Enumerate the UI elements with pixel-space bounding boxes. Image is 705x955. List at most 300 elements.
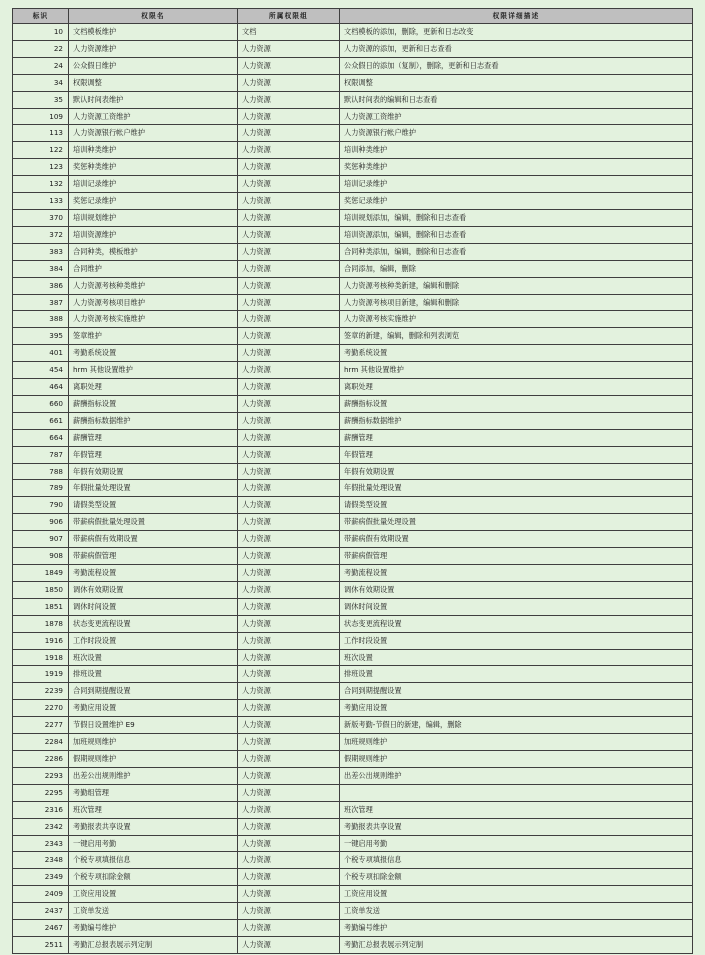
cell-permission-name [69, 649, 238, 666]
cell-permission-name [69, 886, 238, 903]
cell-text: 年假有效期设置 [73, 466, 124, 476]
cell-text: 2409 [44, 889, 63, 899]
cell-id [13, 649, 69, 666]
table-row [13, 193, 693, 210]
cell-text: 假期规则维护 [344, 753, 388, 763]
cell-permission-name [69, 176, 238, 193]
cell-text: 带薪病假管理 [73, 551, 117, 561]
cell-id [13, 632, 69, 649]
table-body [13, 24, 693, 954]
cell-text: 人力资源的添加，更新和日志查看 [344, 43, 452, 53]
cell-text: 1849 [44, 568, 63, 577]
cell-permission-name [69, 615, 238, 632]
cell-permission-description [340, 226, 693, 243]
table-row [13, 243, 693, 260]
cell-permission-group [238, 24, 340, 41]
cell-text: 人力资源 [242, 720, 271, 730]
cell-permission-name [69, 801, 238, 818]
cell-permission-group [238, 632, 340, 649]
cell-text: 34 [53, 77, 63, 87]
cell-permission-name [69, 277, 238, 294]
cell-text: 奖惩记录维护 [73, 196, 117, 206]
cell-text: 人力资源 [242, 179, 271, 189]
cell-id [13, 717, 69, 734]
cell-permission-description [340, 311, 693, 328]
cell-text: 奖惩种类维护 [344, 162, 388, 172]
cell-permission-name [69, 835, 238, 852]
cell-text: 人力资源 [242, 111, 271, 121]
cell-permission-name [69, 632, 238, 649]
cell-id [13, 886, 69, 903]
table-row [13, 209, 693, 226]
cell-text: 人力资源 [242, 314, 271, 324]
cell-permission-description [340, 649, 693, 666]
cell-permission-description [340, 209, 693, 226]
cell-text: 2284 [44, 737, 63, 747]
cell-text: 薪酬指标设置 [344, 398, 388, 408]
cell-text: 2277 [44, 720, 63, 730]
cell-text: 人力资源 [242, 449, 271, 459]
cell-permission-name [69, 750, 238, 767]
cell-permission-description [340, 294, 693, 311]
table-row [13, 920, 693, 937]
cell-permission-group [238, 362, 340, 379]
cell-text: 人力资源 [242, 500, 271, 510]
cell-id [13, 176, 69, 193]
cell-text: 年假批量处理设置 [344, 483, 402, 493]
cell-permission-name [69, 700, 238, 717]
cell-id [13, 750, 69, 767]
table-row [13, 395, 693, 412]
cell-permission-name [69, 598, 238, 615]
cell-permission-group [238, 277, 340, 294]
cell-text: 考勤组管理 [73, 787, 109, 797]
cell-text: 默认时间表的编辑和日志查看 [344, 94, 438, 104]
cell-text: 工资应用设置 [73, 889, 117, 899]
cell-text: 合同到期提醒设置 [73, 686, 131, 696]
cell-id [13, 395, 69, 412]
cell-permission-group [238, 649, 340, 666]
cell-permission-group [238, 666, 340, 683]
cell-permission-description [340, 514, 693, 531]
cell-text: 人力资源 [242, 398, 271, 408]
table-row [13, 24, 693, 41]
header-permission-name: 权限名 [69, 9, 238, 24]
cell-text: 133 [49, 196, 63, 206]
cell-text: 人力资源 [242, 652, 271, 662]
cell-id [13, 294, 69, 311]
cell-permission-group [238, 598, 340, 615]
cell-permission-group [238, 750, 340, 767]
cell-id [13, 852, 69, 869]
table-row [13, 379, 693, 396]
cell-text: 人力资源 [242, 703, 271, 713]
cell-id [13, 903, 69, 920]
cell-permission-description [340, 598, 693, 615]
cell-text: 人力资源 [242, 686, 271, 696]
cell-id [13, 869, 69, 886]
cell-text: 离职处理 [73, 382, 102, 392]
cell-text: 合同到期提醒设置 [344, 686, 402, 696]
cell-text: 培训记录维护 [73, 179, 117, 189]
cell-text: 788 [49, 466, 63, 476]
cell-text: 383 [49, 246, 63, 256]
cell-text: 1851 [44, 601, 63, 611]
cell-permission-name [69, 412, 238, 429]
cell-text: 454 [49, 365, 63, 375]
cell-permission-group [238, 480, 340, 497]
cell-permission-name [69, 226, 238, 243]
cell-id [13, 565, 69, 582]
cell-text: 班次管理 [344, 804, 373, 814]
cell-text: 人力资源 [242, 804, 271, 814]
cell-permission-group [238, 903, 340, 920]
header-id: 标识 [13, 9, 69, 24]
cell-permission-name [69, 311, 238, 328]
cell-permission-name [69, 24, 238, 41]
table-row [13, 362, 693, 379]
cell-text: 考勤应用设置 [73, 703, 117, 713]
cell-permission-name [69, 920, 238, 937]
cell-text: 人力资源 [242, 568, 271, 577]
cell-permission-group [238, 514, 340, 531]
cell-permission-group [238, 57, 340, 74]
table-row [13, 446, 693, 463]
table-row [13, 852, 693, 869]
cell-text: 2349 [44, 872, 63, 882]
cell-id [13, 311, 69, 328]
cell-permission-description [340, 379, 693, 396]
cell-text: 合同种类，模板维护 [73, 246, 138, 256]
cell-permission-name [69, 345, 238, 362]
cell-text: 培训记录维护 [344, 179, 388, 189]
cell-text: 35 [53, 94, 63, 104]
cell-text: 人力资源 [242, 923, 271, 933]
cell-permission-group [238, 311, 340, 328]
table-row [13, 531, 693, 548]
cell-text: 384 [49, 263, 63, 273]
cell-id [13, 920, 69, 937]
cell-permission-name [69, 903, 238, 920]
cell-permission-description [340, 108, 693, 125]
cell-text: 2437 [44, 906, 63, 916]
cell-text: 薪酬指标数据维护 [73, 415, 131, 425]
cell-permission-description [340, 531, 693, 548]
cell-permission-description [340, 767, 693, 784]
cell-text: 文档 [242, 27, 257, 36]
cell-permission-description [340, 395, 693, 412]
cell-text: 人力资源 [242, 787, 271, 797]
cell-id [13, 801, 69, 818]
cell-permission-description [340, 683, 693, 700]
cell-permission-description [340, 497, 693, 514]
cell-id [13, 463, 69, 480]
cell-permission-group [238, 142, 340, 159]
cell-permission-description [340, 717, 693, 734]
table-row [13, 328, 693, 345]
cell-permission-description [340, 243, 693, 260]
cell-permission-description [340, 362, 693, 379]
cell-id [13, 108, 69, 125]
cell-text: 人力资源工资维护 [73, 111, 131, 121]
cell-text: 奖惩记录维护 [344, 196, 388, 206]
cell-permission-group [238, 548, 340, 565]
cell-text: 带薪病假有效期设置 [73, 534, 138, 544]
table-row [13, 57, 693, 74]
table-row [13, 649, 693, 666]
cell-text: 工资应用设置 [344, 889, 388, 899]
cell-text: 默认时间表维护 [73, 94, 124, 104]
cell-text: 出差公出规则维护 [344, 770, 402, 780]
cell-text: 372 [49, 229, 63, 239]
cell-text: 人力资源 [242, 382, 271, 392]
table-row [13, 40, 693, 57]
cell-text: 人力资源 [242, 838, 271, 848]
cell-permission-name [69, 734, 238, 751]
cell-permission-name [69, 531, 238, 548]
table-row [13, 801, 693, 818]
cell-permission-group [238, 869, 340, 886]
cell-permission-description [340, 666, 693, 683]
cell-id [13, 666, 69, 683]
cell-permission-group [238, 581, 340, 598]
cell-text: 人力资源 [242, 669, 271, 679]
cell-text: 考勤报表共享设置 [73, 821, 131, 831]
cell-text: 2270 [44, 703, 63, 713]
cell-id [13, 936, 69, 953]
cell-text: 公众假日的添加（复制），删除，更新和日志查看 [344, 60, 499, 70]
cell-permission-description [340, 429, 693, 446]
cell-text: 考勤流程设置 [73, 568, 117, 577]
cell-permission-description [340, 142, 693, 159]
cell-permission-description [340, 852, 693, 869]
cell-text: 人力资源 [242, 821, 271, 831]
cell-permission-group [238, 615, 340, 632]
cell-permission-group [238, 463, 340, 480]
cell-text: 合同添加，编辑，删除 [344, 263, 416, 273]
cell-text: 薪酬指标设置 [73, 398, 117, 408]
cell-permission-group [238, 886, 340, 903]
cell-text: 人力资源 [242, 906, 271, 916]
cell-permission-description [340, 801, 693, 818]
cell-text: 人力资源 [242, 196, 271, 206]
cell-text: 薪酬管理 [344, 432, 373, 442]
table-row [13, 159, 693, 176]
cell-text: 签章维护 [73, 331, 102, 341]
cell-permission-group [238, 412, 340, 429]
cell-permission-name [69, 463, 238, 480]
cell-permission-group [238, 260, 340, 277]
table-row [13, 615, 693, 632]
cell-id [13, 260, 69, 277]
table-row [13, 598, 693, 615]
table-row [13, 666, 693, 683]
cell-text: 386 [49, 280, 63, 290]
cell-text: 签章的新建，编辑，删除和列表浏览 [344, 331, 460, 341]
cell-text: 2342 [44, 821, 63, 831]
cell-id [13, 74, 69, 91]
cell-text: 个税专项填报信息 [344, 855, 402, 865]
cell-text: 排班设置 [344, 669, 373, 679]
cell-text: 奖惩种类维护 [73, 162, 117, 172]
cell-permission-name [69, 57, 238, 74]
cell-text: 新版考勤-节假日的新建，编辑，删除 [344, 720, 462, 730]
cell-permission-group [238, 328, 340, 345]
cell-text: 790 [49, 500, 63, 510]
cell-text: 年假批量处理设置 [73, 483, 131, 493]
cell-text: 薪酬指标数据维护 [344, 415, 402, 425]
table-row [13, 429, 693, 446]
cell-text: 考勤系统设置 [73, 348, 117, 358]
cell-text: 人力资源考核种类维护 [73, 280, 145, 290]
cell-text: 人力资源 [242, 94, 271, 104]
table-row [13, 108, 693, 125]
cell-id [13, 24, 69, 41]
cell-text: 个税专项扣除金额 [344, 872, 402, 882]
cell-permission-group [238, 125, 340, 142]
cell-text: 考勤汇总报表展示列定制 [344, 939, 424, 949]
cell-permission-description [340, 886, 693, 903]
cell-text: 22 [53, 43, 63, 53]
cell-text: 2316 [44, 804, 63, 814]
cell-text: 请假类型设置 [344, 500, 388, 510]
cell-id [13, 480, 69, 497]
cell-text: 调休有效期设置 [73, 584, 124, 594]
cell-text: 年假有效期设置 [344, 466, 395, 476]
cell-text: 人力资源 [242, 348, 271, 358]
cell-permission-group [238, 395, 340, 412]
cell-permission-description [340, 835, 693, 852]
cell-permission-description [340, 125, 693, 142]
cell-text: 一键启用考勤 [73, 838, 117, 848]
cell-permission-group [238, 429, 340, 446]
cell-permission-description [340, 548, 693, 565]
cell-permission-group [238, 734, 340, 751]
cell-permission-description [340, 615, 693, 632]
cell-permission-description [340, 632, 693, 649]
cell-text: 加班规则维护 [73, 737, 117, 747]
cell-text: 387 [49, 297, 63, 307]
cell-text: 节假日设置维护 E9 [73, 720, 135, 730]
cell-text: 人力资源银行帐户维护 [344, 128, 416, 138]
table-row [13, 294, 693, 311]
cell-id [13, 818, 69, 835]
cell-text: 带薪病假有效期设置 [344, 534, 409, 544]
cell-permission-description [340, 818, 693, 835]
cell-permission-group [238, 565, 340, 582]
cell-permission-group [238, 784, 340, 801]
cell-permission-name [69, 209, 238, 226]
cell-permission-name [69, 193, 238, 210]
cell-text: 人力资源 [242, 737, 271, 747]
cell-permission-name [69, 260, 238, 277]
cell-text: 人力资源 [242, 889, 271, 899]
cell-text: 考勤编号维护 [344, 923, 388, 933]
cell-text: 考勤流程设置 [344, 568, 388, 577]
cell-text: 公众假日维护 [73, 60, 117, 70]
cell-text: 状态变更流程设置 [73, 618, 131, 628]
cell-text: 请假类型设置 [73, 500, 117, 510]
cell-id [13, 142, 69, 159]
cell-permission-description [340, 480, 693, 497]
cell-text: 661 [49, 415, 63, 425]
table-row [13, 125, 693, 142]
cell-id [13, 328, 69, 345]
cell-text: 人力资源 [242, 331, 271, 341]
cell-permission-name [69, 717, 238, 734]
cell-permission-description [340, 40, 693, 57]
table-row [13, 936, 693, 953]
cell-text: 考勤报表共享设置 [344, 821, 402, 831]
cell-permission-description [340, 734, 693, 751]
cell-text: 人力资源 [242, 212, 271, 222]
cell-id [13, 835, 69, 852]
table-row [13, 886, 693, 903]
table-row [13, 514, 693, 531]
cell-text: 人力资源 [242, 229, 271, 239]
cell-text: 年假管理 [344, 449, 373, 459]
cell-id [13, 57, 69, 74]
table-row [13, 142, 693, 159]
cell-text: 132 [49, 179, 63, 189]
cell-id [13, 243, 69, 260]
cell-id [13, 784, 69, 801]
cell-text: 考勤应用设置 [344, 703, 388, 713]
cell-text: 1916 [44, 635, 63, 645]
cell-permission-name [69, 852, 238, 869]
cell-text: 个税专项扣除金额 [73, 872, 131, 882]
cell-permission-name [69, 74, 238, 91]
cell-permission-group [238, 683, 340, 700]
table-row [13, 581, 693, 598]
cell-text: 人力资源工资维护 [344, 111, 402, 121]
cell-text: 人力资源 [242, 635, 271, 645]
cell-text: 906 [49, 517, 63, 527]
cell-permission-name [69, 142, 238, 159]
cell-text: 一键启用考勤 [344, 838, 388, 848]
cell-text: 人力资源 [242, 872, 271, 882]
cell-id [13, 767, 69, 784]
cell-permission-name [69, 40, 238, 57]
cell-text: 带薪病假管理 [344, 551, 388, 561]
cell-permission-name [69, 869, 238, 886]
cell-permission-description [340, 750, 693, 767]
cell-text: 人力资源考核种类新建，编辑和删除 [344, 280, 460, 290]
table-row [13, 565, 693, 582]
cell-text: 10 [53, 27, 63, 36]
cell-text: 权限调整 [73, 77, 102, 87]
table-row [13, 260, 693, 277]
cell-text: 排班设置 [73, 669, 102, 679]
cell-id [13, 91, 69, 108]
permission-table [12, 8, 693, 954]
cell-permission-group [238, 717, 340, 734]
cell-permission-group [238, 294, 340, 311]
header-permission-group: 所属权限组 [238, 9, 340, 24]
cell-permission-description [340, 260, 693, 277]
cell-text: 人力资源 [242, 483, 271, 493]
cell-text: 2295 [44, 787, 63, 797]
cell-text: 人力资源银行帐户维护 [73, 128, 145, 138]
table-row [13, 700, 693, 717]
table-row [13, 869, 693, 886]
cell-text: hrm 其他设置维护 [73, 365, 133, 375]
cell-permission-description [340, 328, 693, 345]
cell-text: 离职处理 [344, 382, 373, 392]
cell-text: 人力资源维护 [73, 43, 117, 53]
cell-text: 工资单发送 [73, 906, 109, 916]
cell-text: 文档模板的添加，删除，更新和日志改变 [344, 27, 474, 36]
